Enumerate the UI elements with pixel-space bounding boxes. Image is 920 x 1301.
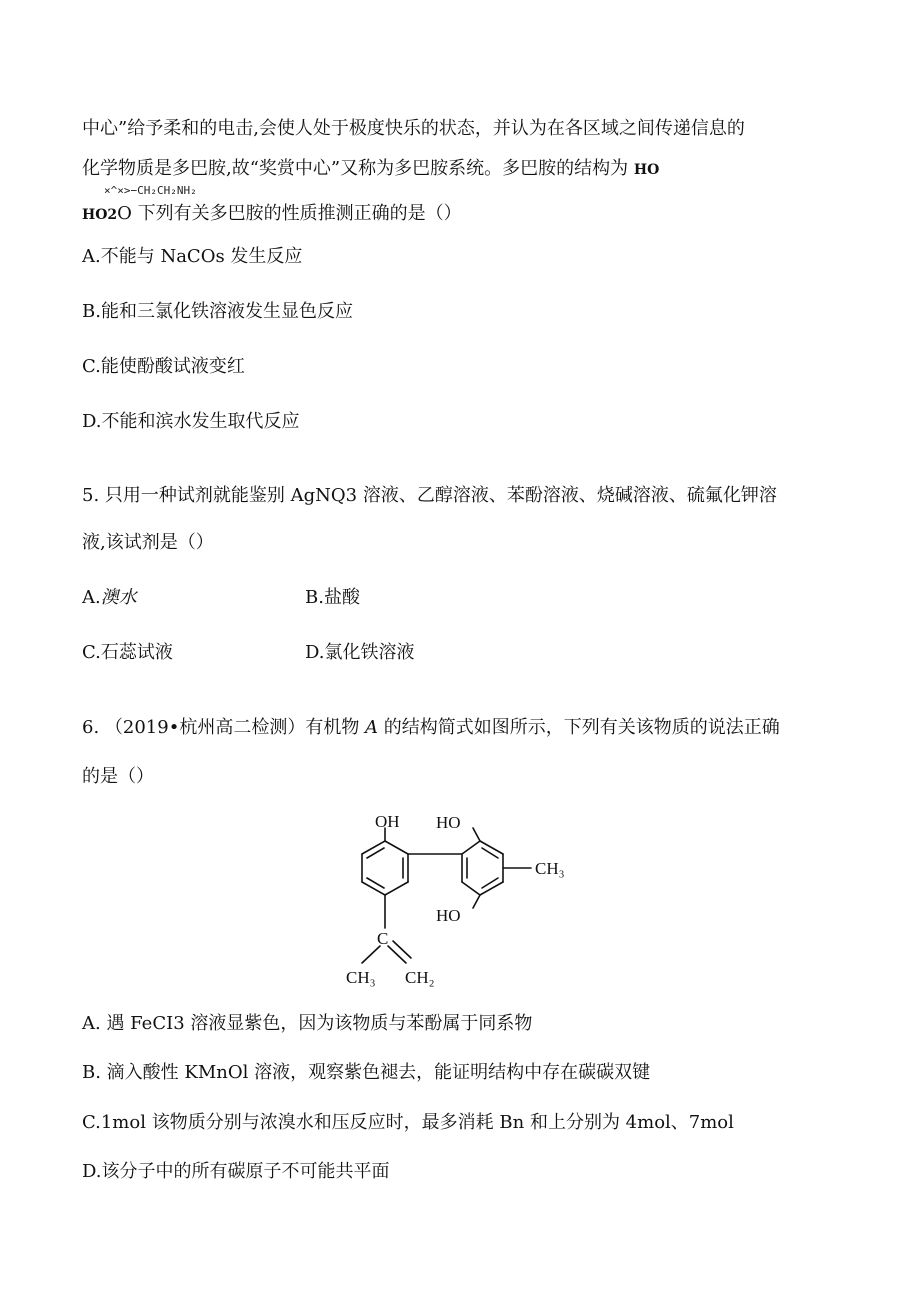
ch2-bottom-label: CH₂ (405, 968, 435, 987)
formula-fragment: ×^×>−CH₂CH₂NH₂ (104, 184, 197, 197)
q4-option-c: C.能使酚酸试液变红 (82, 356, 245, 377)
q6-line-2: 的是（） (82, 766, 154, 787)
ho-bottom-label: HO (436, 906, 461, 925)
q4-option-a: A.不能与 NaCOs 发生反应 (82, 246, 303, 267)
q4-line-1: 中心”给予柔和的电击,会使人处于极度快乐的状态，并认为在各区域之间传递信息的 (82, 118, 745, 139)
oh-top-label: OH (375, 812, 400, 831)
q6-option-d: D.该分子中的所有碳原子不可能共平面 (82, 1161, 390, 1182)
c-atom-label: C (377, 929, 389, 948)
ho-top-label: HO (436, 813, 461, 832)
ch3-bottom-label: CH₃ (346, 968, 376, 987)
q5-option-c: C.石蕊试液 (82, 642, 173, 663)
q5-option-d: D.氯化铁溶液 (305, 642, 415, 663)
q5-line-1: 5. 只用一种试剂就能鉴别 AgNQ3 溶液、乙醇溶液、苯酚溶液、烧碱溶液、硫氟化钾溶 (82, 485, 777, 506)
q6-option-b: B. 滴入酸性 KMnOl 溶液，观察紫色褪去，能证明结构中存在碳碳双键 (82, 1062, 651, 1083)
q4-line-3-bold: HO2 (82, 207, 118, 223)
q5-line-2: 液,该试剂是（） (82, 532, 214, 553)
ch3-right-label: CH₃ (535, 859, 565, 878)
q6-line-1 (82, 717, 780, 739)
q6-option-c: C.1mol 该物质分别与浓溴水和压反应时，最多消耗 Bn 和上分别为 4mol、7mol (82, 1112, 734, 1133)
q6-line-1-italic: A (365, 717, 379, 738)
q6-line-1-a: 6. （2019•杭州高二检测）有机物 (82, 717, 366, 738)
q4-line-3 (82, 203, 462, 226)
q5-option-b: B.盐酸 (305, 587, 360, 608)
q4-line-2-tail: HO (633, 162, 660, 178)
chemical-structure-diagram (330, 808, 590, 994)
q4-option-b: B.能和三氯化铁溶液发生显色反应 (82, 301, 353, 322)
q5-option-a-text: 澳水 (100, 587, 137, 608)
q4-line-3-text: O 下列有关多巴胺的性质推测正确的是（） (117, 203, 462, 224)
q6-line-1-b: 的结构简式如图所示，下列有关该物质的说法正确 (378, 717, 780, 738)
q5-option-a-prefix: A. (82, 587, 101, 608)
q4-line-2 (82, 158, 659, 181)
q5-option-a (82, 587, 137, 609)
q4-line-2-text: 化学物质是多巴胺,故“奖赏中心”又称为多巴胺系统。多巴胺的结构为 (82, 158, 629, 179)
q4-option-d: D.不能和滨水发生取代反应 (82, 411, 300, 432)
q6-option-a: A. 遇 FeCI3 溶液显紫色，因为该物质与苯酚属于同系物 (82, 1013, 533, 1034)
